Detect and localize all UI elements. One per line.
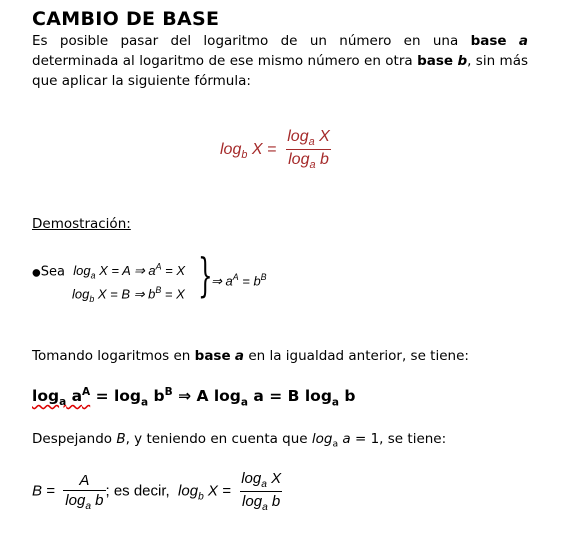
intro-base-b-var: b <box>457 53 468 69</box>
formula-lhs-log: log <box>220 140 242 158</box>
formula-fraction <box>285 128 332 171</box>
intro-base-a-var: a <box>518 33 528 49</box>
formula-lhs-base: b <box>241 149 248 162</box>
final-formula: B = $\frac{A}{\log_a b}$ ; es decir, $\log_b X$ = $\frac{\log_a X}{\log_a b}$ <box>32 470 282 513</box>
right-brace: } <box>198 248 213 302</box>
change-of-base-formula <box>220 128 332 171</box>
final-fraction-2: $\frac{\log_a X}{\log_a b}$ <box>241 470 282 513</box>
demostracion-heading: Demostración: <box>32 216 131 232</box>
sea-label: Sea <box>40 264 65 280</box>
despejando-sentence: Despejando B, y teniendo en cuenta que $\log_a a = 1$, se tiene: <box>32 431 447 450</box>
intro-paragraph <box>32 31 528 91</box>
page-title: CAMBIO DE BASE <box>32 8 220 30</box>
proof-line-2: $\log_b X = B$ ⇒ $b^B = X$ <box>72 285 185 304</box>
intro-base-a-word: base <box>470 33 507 49</box>
intro-text-1: Es posible pasar del logaritmo de un número en una <box>32 33 471 49</box>
intro-text-3: , sin más que aplicar la siguiente fórmula: <box>32 53 529 89</box>
formula-denominator: $\log_a b$ <box>288 151 329 172</box>
logarithm-equation: $\log_a a^A = \log_a b^B$ ⇒ A $\log_a a = B$ $\log_a b$ <box>32 386 356 409</box>
formula-numerator: $\log_a X$ <box>287 128 330 149</box>
intro-text-2: determinada al logaritmo de ese mismo número en otra <box>32 53 418 69</box>
bullet: ● <box>32 267 41 279</box>
formula-lhs-arg: X = <box>247 140 281 158</box>
final-fraction-1: $\frac{A}{\log_a b}$ <box>65 471 104 512</box>
intro-base-b-word: base <box>417 53 454 69</box>
tomando-sentence: Tomando logaritmos en base a en la igualdad anterior, se tiene: <box>32 348 469 364</box>
log-a-term: $\log_a a^A$ <box>32 386 91 409</box>
proof-line-1: ●Sea $\log_a X = A$ ⇒ $a^A = X$ <box>32 262 186 281</box>
proof-result: ⇒ $a^A = b^B$ <box>211 272 267 289</box>
